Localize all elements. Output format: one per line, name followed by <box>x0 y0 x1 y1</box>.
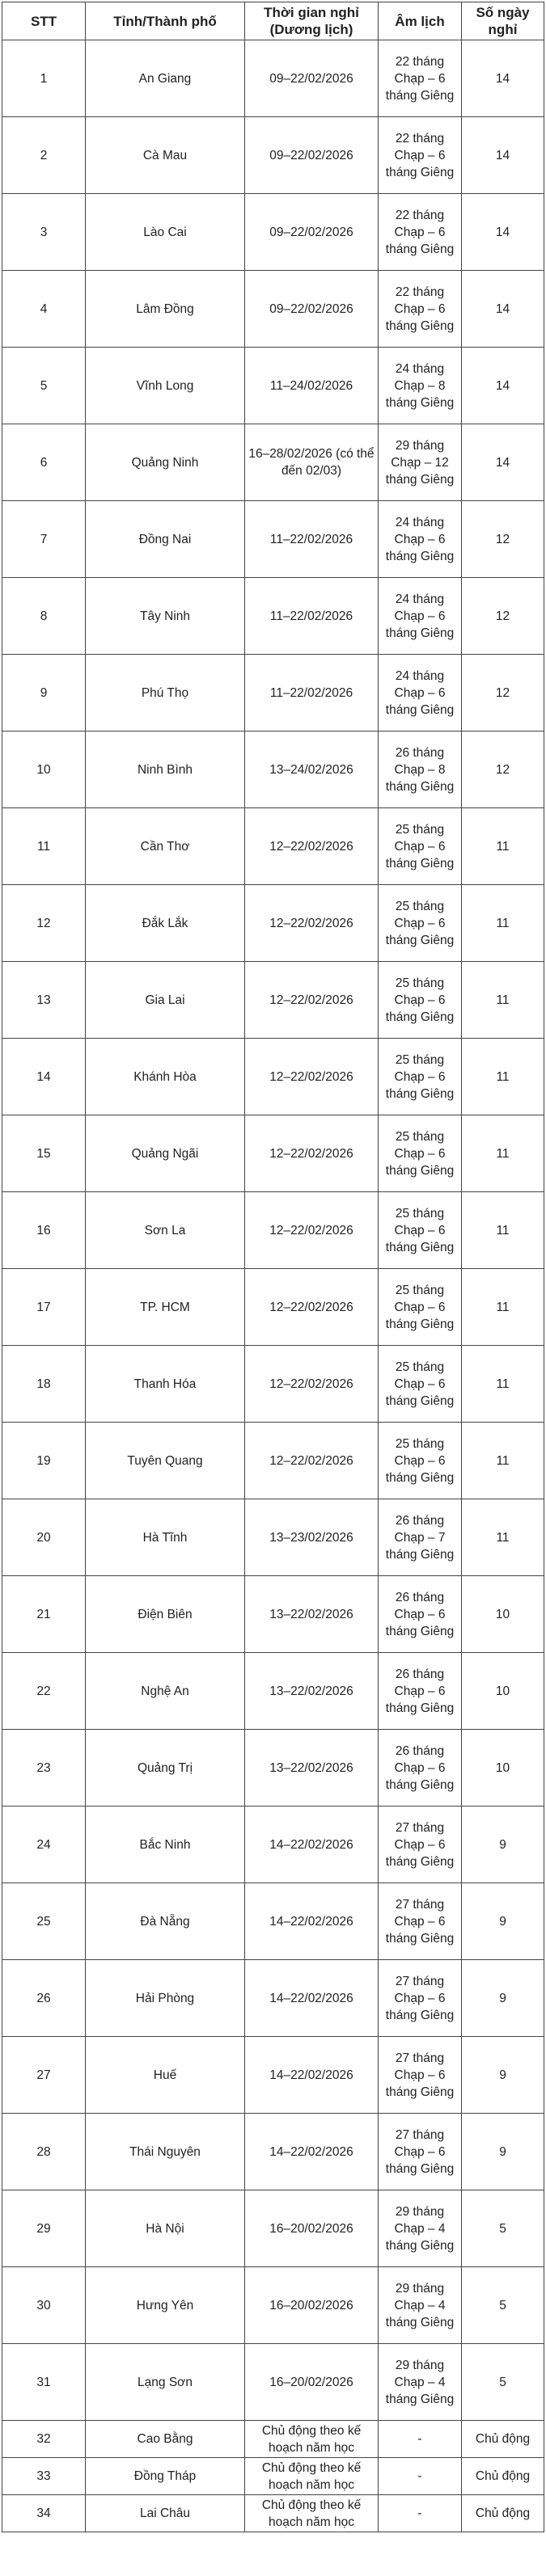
cell-days: 14 <box>462 348 544 424</box>
cell-stt: 3 <box>2 194 86 271</box>
cell-lunar: 25 tháng Chạp – 6 tháng Giêng <box>379 962 462 1039</box>
cell-dates: 09–22/02/2026 <box>245 40 379 117</box>
cell-lunar: 25 tháng Chạp – 6 tháng Giêng <box>379 1192 462 1269</box>
cell-stt: 1 <box>2 40 86 117</box>
cell-province: Lai Châu <box>86 2495 245 2532</box>
header-lunar: Âm lịch <box>379 2 462 40</box>
cell-days: Chủ động <box>462 2421 544 2458</box>
cell-stt: 19 <box>2 1423 86 1499</box>
cell-stt: 30 <box>2 2267 86 2344</box>
table-row <box>2 194 544 271</box>
cell-stt: 29 <box>2 2190 86 2267</box>
table-row <box>2 2495 544 2532</box>
cell-province: Sơn La <box>86 1192 245 1269</box>
cell-dates: 14–22/02/2026 <box>245 2114 379 2190</box>
cell-lunar: 27 tháng Chạp – 6 tháng Giêng <box>379 1960 462 2037</box>
cell-dates: 11–22/02/2026 <box>245 578 379 655</box>
cell-days: 12 <box>462 731 544 808</box>
cell-dates: 13–22/02/2026 <box>245 1576 379 1653</box>
cell-stt: 31 <box>2 2344 86 2421</box>
table-row <box>2 424 544 501</box>
cell-lunar: 24 tháng Chạp – 8 tháng Giêng <box>379 348 462 424</box>
holiday-schedule-table <box>2 2 544 2532</box>
cell-days: 9 <box>462 1960 544 2037</box>
table-row <box>2 578 544 655</box>
cell-dates: 13–24/02/2026 <box>245 731 379 808</box>
cell-lunar: 29 tháng Chạp – 4 tháng Giêng <box>379 2190 462 2267</box>
cell-days: 11 <box>462 1115 544 1192</box>
table-row <box>2 885 544 962</box>
cell-province: TP. HCM <box>86 1269 245 1346</box>
cell-province: Hà Tĩnh <box>86 1499 245 1576</box>
cell-province: Đà Nẵng <box>86 1883 245 1960</box>
table-row <box>2 1960 544 2037</box>
cell-stt: 28 <box>2 2114 86 2190</box>
cell-days: 5 <box>462 2344 544 2421</box>
cell-lunar: 25 tháng Chạp – 6 tháng Giêng <box>379 1346 462 1423</box>
cell-dates: 09–22/02/2026 <box>245 117 379 194</box>
table-row <box>2 731 544 808</box>
table-row <box>2 1807 544 1883</box>
cell-stt: 8 <box>2 578 86 655</box>
cell-days: 5 <box>462 2190 544 2267</box>
cell-lunar: 25 tháng Chạp – 6 tháng Giêng <box>379 1039 462 1115</box>
cell-days: 11 <box>462 962 544 1039</box>
cell-days: 11 <box>462 1423 544 1499</box>
cell-lunar: 26 tháng Chạp – 6 tháng Giêng <box>379 1576 462 1653</box>
table-row <box>2 271 544 348</box>
header-stt: STT <box>2 2 86 40</box>
cell-stt: 13 <box>2 962 86 1039</box>
cell-province: Quảng Trị <box>86 1730 245 1807</box>
cell-dates: 12–22/02/2026 <box>245 808 379 885</box>
cell-stt: 22 <box>2 1653 86 1730</box>
cell-province: Vĩnh Long <box>86 348 245 424</box>
cell-stt: 14 <box>2 1039 86 1115</box>
table-row <box>2 40 544 117</box>
cell-stt: 12 <box>2 885 86 962</box>
cell-province: Thanh Hóa <box>86 1346 245 1423</box>
cell-province: Lạng Sơn <box>86 2344 245 2421</box>
cell-dates: 11–24/02/2026 <box>245 348 379 424</box>
cell-lunar: 24 tháng Chạp – 6 tháng Giêng <box>379 501 462 578</box>
cell-lunar: 27 tháng Chạp – 6 tháng Giêng <box>379 2114 462 2190</box>
cell-stt: 15 <box>2 1115 86 1192</box>
table-body <box>2 40 544 2532</box>
cell-dates: 16–28/02/2026 (có thể đến 02/03) <box>245 424 379 501</box>
cell-province: Gia Lai <box>86 962 245 1039</box>
cell-lunar: 25 tháng Chạp – 6 tháng Giêng <box>379 808 462 885</box>
cell-stt: 26 <box>2 1960 86 2037</box>
cell-lunar: - <box>379 2421 462 2458</box>
cell-dates: 16–20/02/2026 <box>245 2267 379 2344</box>
cell-province: Cà Mau <box>86 117 245 194</box>
table-row <box>2 348 544 424</box>
header-dates: Thời gian nghỉ (Dương lịch) <box>245 2 379 40</box>
cell-stt: 33 <box>2 2458 86 2495</box>
cell-province: Hà Nội <box>86 2190 245 2267</box>
cell-dates: 16–20/02/2026 <box>245 2344 379 2421</box>
cell-province: Hải Phòng <box>86 1960 245 2037</box>
cell-lunar: 22 tháng Chạp – 6 tháng Giêng <box>379 271 462 348</box>
table-row <box>2 1576 544 1653</box>
cell-stt: 17 <box>2 1269 86 1346</box>
table-row <box>2 1499 544 1576</box>
cell-days: 11 <box>462 1499 544 1576</box>
cell-dates: 16–20/02/2026 <box>245 2190 379 2267</box>
cell-dates: 12–22/02/2026 <box>245 1115 379 1192</box>
cell-lunar: 26 tháng Chạp – 6 tháng Giêng <box>379 1730 462 1807</box>
cell-province: Đồng Tháp <box>86 2458 245 2495</box>
cell-dates: 12–22/02/2026 <box>245 885 379 962</box>
cell-province: Lào Cai <box>86 194 245 271</box>
cell-dates: 12–22/02/2026 <box>245 1039 379 1115</box>
cell-dates: 12–22/02/2026 <box>245 1423 379 1499</box>
cell-stt: 25 <box>2 1883 86 1960</box>
cell-lunar: 24 tháng Chạp – 6 tháng Giêng <box>379 578 462 655</box>
cell-dates: 14–22/02/2026 <box>245 1807 379 1883</box>
table-row <box>2 1269 544 1346</box>
cell-stt: 27 <box>2 2037 86 2114</box>
cell-stt: 5 <box>2 348 86 424</box>
cell-days: 9 <box>462 2037 544 2114</box>
cell-stt: 9 <box>2 655 86 731</box>
cell-days: 11 <box>462 1192 544 1269</box>
cell-stt: 2 <box>2 117 86 194</box>
table-row <box>2 2037 544 2114</box>
cell-lunar: 29 tháng Chạp – 4 tháng Giêng <box>379 2267 462 2344</box>
table-row <box>2 655 544 731</box>
cell-stt: 4 <box>2 271 86 348</box>
cell-days: Chủ động <box>462 2495 544 2532</box>
cell-lunar: 25 tháng Chạp – 6 tháng Giêng <box>379 1115 462 1192</box>
cell-lunar: 26 tháng Chạp – 6 tháng Giêng <box>379 1653 462 1730</box>
cell-stt: 23 <box>2 1730 86 1807</box>
cell-days: 11 <box>462 885 544 962</box>
cell-days: 9 <box>462 1807 544 1883</box>
cell-province: Hưng Yên <box>86 2267 245 2344</box>
cell-lunar: 25 tháng Chạp – 6 tháng Giêng <box>379 1269 462 1346</box>
table-row <box>2 2114 544 2190</box>
cell-dates: 13–23/02/2026 <box>245 1499 379 1576</box>
cell-stt: 7 <box>2 501 86 578</box>
cell-lunar: 27 tháng Chạp – 6 tháng Giêng <box>379 1883 462 1960</box>
cell-lunar: 26 tháng Chạp – 8 tháng Giêng <box>379 731 462 808</box>
table-row <box>2 1423 544 1499</box>
cell-lunar: 24 tháng Chạp – 6 tháng Giêng <box>379 655 462 731</box>
cell-days: 9 <box>462 2114 544 2190</box>
cell-days: 11 <box>462 1346 544 1423</box>
cell-stt: 24 <box>2 1807 86 1883</box>
cell-days: 14 <box>462 271 544 348</box>
cell-dates: 13–22/02/2026 <box>245 1730 379 1807</box>
cell-lunar: 27 tháng Chạp – 6 tháng Giêng <box>379 1807 462 1883</box>
cell-days: 14 <box>462 117 544 194</box>
cell-days: 11 <box>462 1269 544 1346</box>
cell-province: Lâm Đồng <box>86 271 245 348</box>
cell-stt: 6 <box>2 424 86 501</box>
cell-dates: Chủ động theo kế hoạch năm học <box>245 2458 379 2495</box>
table-header <box>2 2 544 40</box>
cell-dates: 12–22/02/2026 <box>245 1346 379 1423</box>
table-row <box>2 1653 544 1730</box>
header-province: Tỉnh/Thành phố <box>86 2 245 40</box>
cell-days: 12 <box>462 655 544 731</box>
header-days: Số ngày nghỉ <box>462 2 544 40</box>
cell-days: 12 <box>462 501 544 578</box>
cell-dates: 14–22/02/2026 <box>245 1883 379 1960</box>
cell-dates: Chủ động theo kế hoạch năm học <box>245 2495 379 2532</box>
table-row <box>2 962 544 1039</box>
cell-days: 11 <box>462 1039 544 1115</box>
cell-days: 5 <box>462 2267 544 2344</box>
cell-dates: 12–22/02/2026 <box>245 962 379 1039</box>
cell-stt: 10 <box>2 731 86 808</box>
cell-lunar: 29 tháng Chạp – 4 tháng Giêng <box>379 2344 462 2421</box>
table-row <box>2 2421 544 2458</box>
cell-province: Đồng Nai <box>86 501 245 578</box>
cell-lunar: 22 tháng Chạp – 6 tháng Giêng <box>379 117 462 194</box>
cell-days: 12 <box>462 578 544 655</box>
cell-lunar: - <box>379 2458 462 2495</box>
cell-lunar: 25 tháng Chạp – 6 tháng Giêng <box>379 885 462 962</box>
table-row <box>2 2344 544 2421</box>
cell-days: 14 <box>462 40 544 117</box>
cell-lunar: 26 tháng Chạp – 7 tháng Giêng <box>379 1499 462 1576</box>
cell-days: 10 <box>462 1576 544 1653</box>
cell-province: Cần Thơ <box>86 808 245 885</box>
cell-stt: 32 <box>2 2421 86 2458</box>
cell-lunar: - <box>379 2495 462 2532</box>
cell-province: An Giang <box>86 40 245 117</box>
table-row <box>2 1730 544 1807</box>
cell-days: 10 <box>462 1730 544 1807</box>
table-row <box>2 501 544 578</box>
cell-stt: 21 <box>2 1576 86 1653</box>
cell-lunar: 22 tháng Chạp – 6 tháng Giêng <box>379 194 462 271</box>
cell-province: Quảng Ninh <box>86 424 245 501</box>
cell-days: 11 <box>462 808 544 885</box>
cell-province: Đắk Lắk <box>86 885 245 962</box>
cell-province: Khánh Hòa <box>86 1039 245 1115</box>
cell-province: Thái Nguyên <box>86 2114 245 2190</box>
cell-province: Điện Biên <box>86 1576 245 1653</box>
cell-dates: Chủ động theo kế hoạch năm học <box>245 2421 379 2458</box>
cell-days: 14 <box>462 424 544 501</box>
cell-lunar: 25 tháng Chạp – 6 tháng Giêng <box>379 1423 462 1499</box>
cell-dates: 14–22/02/2026 <box>245 1960 379 2037</box>
table-row <box>2 1039 544 1115</box>
cell-stt: 34 <box>2 2495 86 2532</box>
table-row <box>2 117 544 194</box>
cell-dates: 14–22/02/2026 <box>245 2037 379 2114</box>
table-row <box>2 2190 544 2267</box>
cell-stt: 18 <box>2 1346 86 1423</box>
table-row <box>2 1346 544 1423</box>
cell-stt: 16 <box>2 1192 86 1269</box>
cell-province: Ninh Bình <box>86 731 245 808</box>
cell-dates: 09–22/02/2026 <box>245 271 379 348</box>
cell-dates: 13–22/02/2026 <box>245 1653 379 1730</box>
table-row <box>2 1192 544 1269</box>
header-row <box>2 2 544 40</box>
cell-dates: 11–22/02/2026 <box>245 501 379 578</box>
cell-lunar: 29 tháng Chạp – 12 tháng Giêng <box>379 424 462 501</box>
cell-days: 10 <box>462 1653 544 1730</box>
cell-province: Phú Thọ <box>86 655 245 731</box>
table-row <box>2 808 544 885</box>
cell-stt: 20 <box>2 1499 86 1576</box>
cell-dates: 12–22/02/2026 <box>245 1192 379 1269</box>
cell-stt: 11 <box>2 808 86 885</box>
cell-dates: 12–22/02/2026 <box>245 1269 379 1346</box>
cell-lunar: 22 tháng Chạp – 6 tháng Giêng <box>379 40 462 117</box>
cell-days: Chủ động <box>462 2458 544 2495</box>
table-row <box>2 1883 544 1960</box>
cell-province: Cao Bằng <box>86 2421 245 2458</box>
cell-dates: 09–22/02/2026 <box>245 194 379 271</box>
table-row <box>2 2267 544 2344</box>
cell-province: Bắc Ninh <box>86 1807 245 1883</box>
cell-province: Huế <box>86 2037 245 2114</box>
cell-days: 14 <box>462 194 544 271</box>
cell-province: Tây Ninh <box>86 578 245 655</box>
cell-province: Tuyên Quang <box>86 1423 245 1499</box>
cell-lunar: 27 tháng Chạp – 6 tháng Giêng <box>379 2037 462 2114</box>
cell-province: Nghệ An <box>86 1653 245 1730</box>
cell-province: Quảng Ngãi <box>86 1115 245 1192</box>
table-row <box>2 1115 544 1192</box>
cell-days: 9 <box>462 1883 544 1960</box>
cell-dates: 11–22/02/2026 <box>245 655 379 731</box>
table-row <box>2 2458 544 2495</box>
